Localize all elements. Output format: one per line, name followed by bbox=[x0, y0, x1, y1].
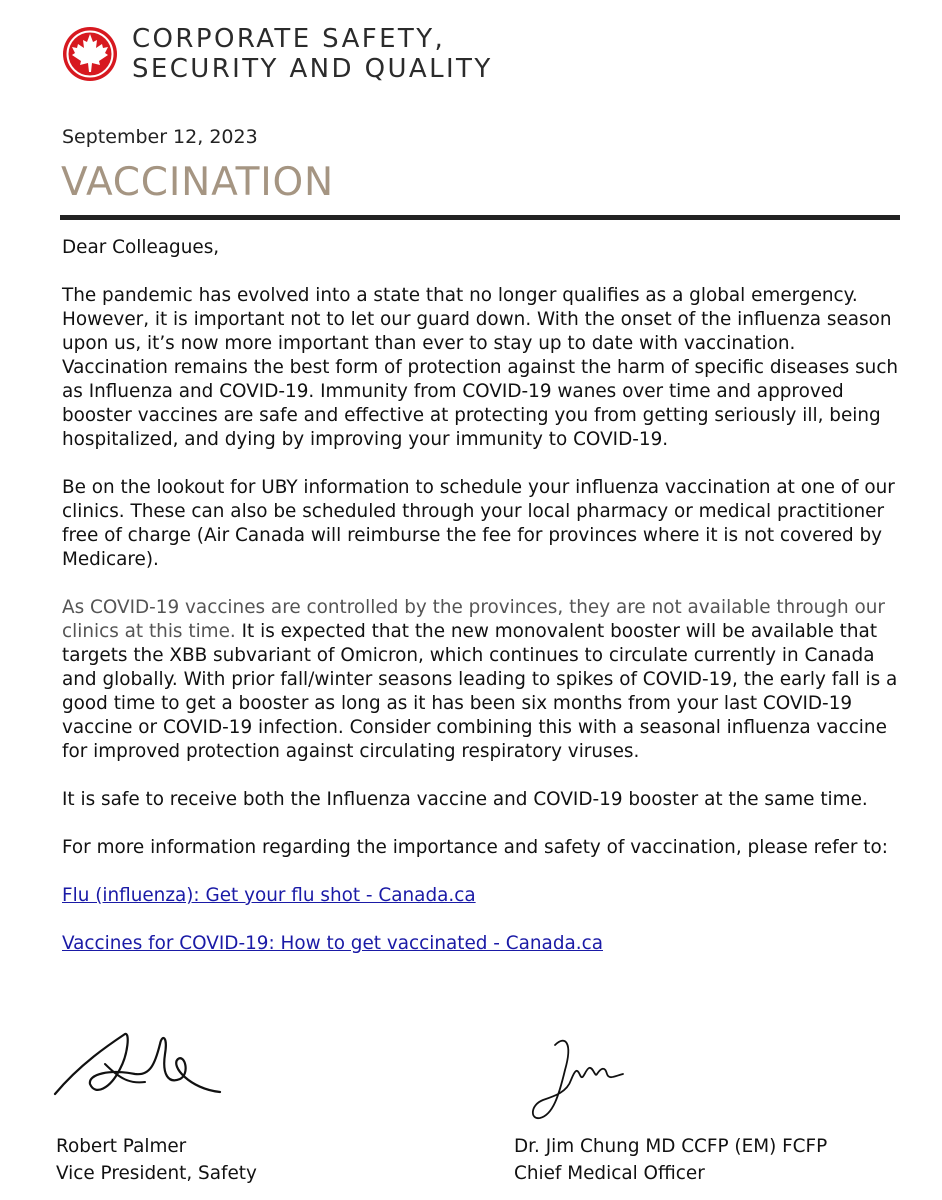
title-divider bbox=[60, 215, 900, 220]
signature-robert-palmer bbox=[50, 1024, 230, 1104]
logo-line-2: SECURITY AND QUALITY bbox=[132, 54, 493, 84]
paragraph-4: It is safe to receive both the Influenza vaccine and COVID-19 booster at the same time. bbox=[62, 789, 868, 810]
signatory-2-name: Dr. Jim Chung MD CCFP (EM) FCFP bbox=[514, 1136, 828, 1157]
letter-body bbox=[62, 236, 902, 980]
letter-date: September 12, 2023 bbox=[62, 126, 258, 148]
paragraph-3-rest: It is expected that the new monovalent booster will be available that targets the XBB subvariant of Omicron, which continues to circulate currently in Canada and globally. With prior fall/winter seasons leading to spikes of COVID-19, the early fall is a good time to get a booster as long as it has been six months from your last COVID-19 vaccine or COVID-19 infection. Consider combining this with a seasonal influenza vaccine for improved protection against circulating respiratory viruses. bbox=[62, 621, 898, 762]
page-title: VACCINATION bbox=[61, 160, 334, 205]
signatory-1-role: Vice President, Safety bbox=[56, 1163, 257, 1184]
paragraph-1: The pandemic has evolved into a state that no longer qualifies as a global emergency. However, it is important not to let our guard down. With the onset of the influenza season upon us, it’s now more important than ever to stay up to date with vaccination. Vaccination remains the best form of protection against the harm of specific diseases such as Influenza and COVID-19. Immunity from COVID-19 wanes over time and approved booster vaccines are safe and effective at protecting you from getting seriously ill, being hospitalized, and dying by improving your immunity to COVID-19. bbox=[62, 285, 899, 450]
paragraph-2: Be on the lookout for UBY information to schedule your influenza vaccination at one of our clinics. These can also be scheduled through your local pharmacy or medical practitioner free of charge (Air Canada will reimburse the fee for provinces where it is not covered by Medicare). bbox=[62, 477, 895, 570]
salutation: Dear Colleagues, bbox=[62, 237, 220, 258]
paragraph-5: For more information regarding the importance and safety of vaccination, please refer to: bbox=[62, 837, 888, 858]
paragraph-3-muted: As COVID-19 vaccines are controlled by the provinces, they are not available through our clinics at this time. bbox=[62, 597, 885, 642]
maple-leaf-icon bbox=[62, 26, 118, 82]
signatory-2-role: Chief Medical Officer bbox=[514, 1163, 705, 1184]
signatory-2 bbox=[514, 1133, 827, 1187]
logo-wordmark bbox=[132, 24, 493, 84]
paragraph-3 bbox=[62, 596, 902, 764]
logo-line-1: CORPORATE SAFETY, bbox=[132, 24, 446, 54]
signatory-1 bbox=[56, 1133, 257, 1187]
signatory-1-name: Robert Palmer bbox=[56, 1136, 187, 1157]
flu-shot-link[interactable]: Flu (influenza): Get your flu shot - Canada.ca bbox=[62, 885, 476, 906]
header-logo bbox=[62, 24, 493, 84]
signature-jim-chung bbox=[525, 1030, 645, 1130]
covid-vaccine-link[interactable]: Vaccines for COVID-19: How to get vaccinated - Canada.ca bbox=[62, 933, 603, 954]
